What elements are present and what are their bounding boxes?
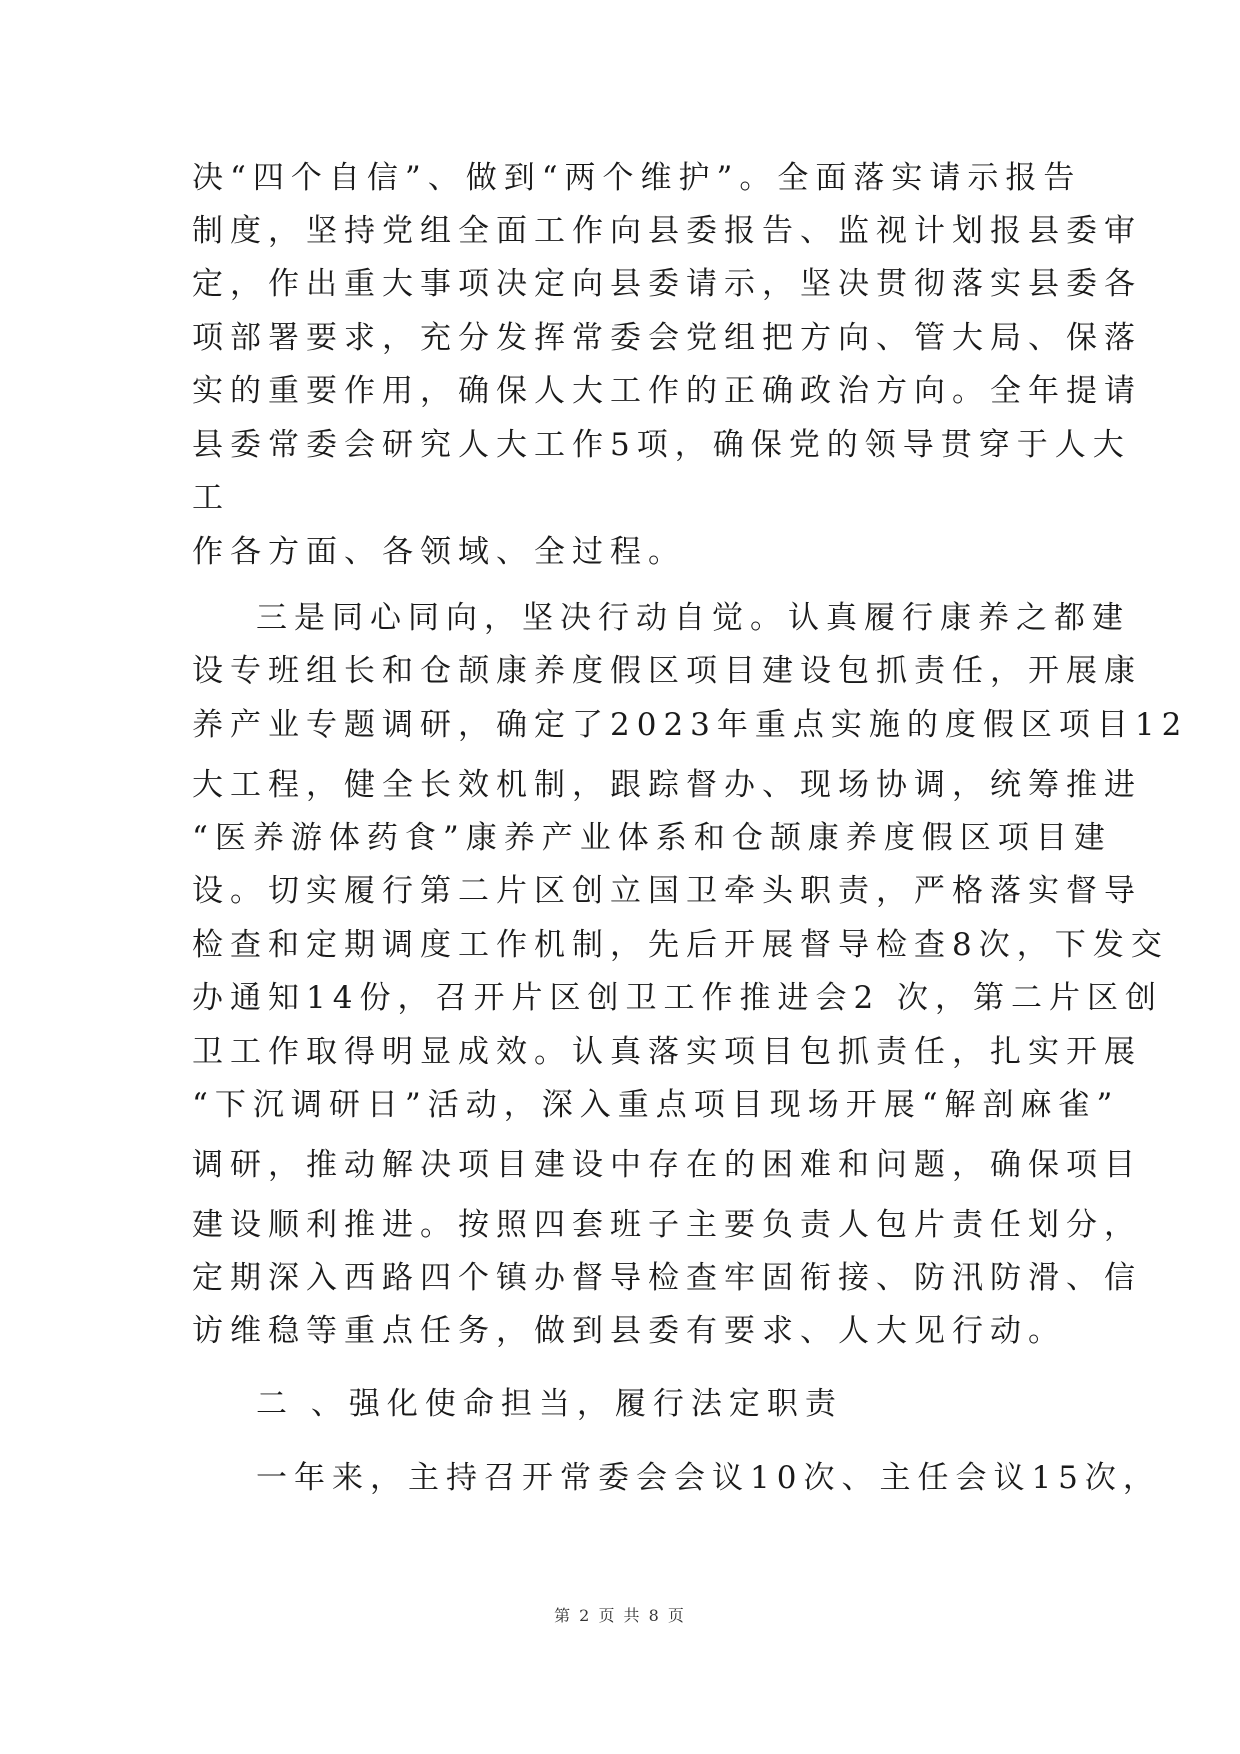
text-line: 大工程，健全长效机制，跟踪督办、现场协调，统筹推进	[192, 767, 1142, 803]
text-line: “医养游体药食”康养产业体系和仓颉康养度假区项目建	[192, 820, 1112, 856]
text-line: 县委常委会研究人大工作5项，确保党的领导贯穿于人大	[192, 427, 1131, 463]
text-line: 调研，推动解决项目建设中存在的困难和问题，确保项目	[192, 1147, 1142, 1183]
text-line: 设。切实履行第二片区创立国卫牵头职责，严格落实督导	[192, 873, 1142, 909]
text-line: 工	[192, 480, 230, 516]
text-line: 制度，坚持党组全面工作向县委报告、监视计划报县委审	[192, 213, 1142, 249]
text-line: 建设顺利推进。按照四套班子主要负责人包片责任划分，	[192, 1207, 1142, 1243]
text-line: 决“四个自信”、做到“两个维护”。全面落实请示报告	[192, 160, 1082, 196]
text-line: 实的重要作用，确保人大工作的正确政治方向。全年提请	[192, 373, 1142, 409]
section-heading: 二 、强化使命担当，履行法定职责	[256, 1386, 843, 1422]
text-line: 养产业专题调研，确定了2023年重点实施的度假区项目12	[192, 707, 1189, 743]
text-line: 设专班组长和仓颉康养度假区项目建设包抓责任，开展康	[192, 653, 1142, 689]
text-line: 定，作出重大事项决定向县委请示，坚决贯彻落实县委各	[192, 266, 1142, 302]
text-line: 检查和定期调度工作机制，先后开展督导检查8次，下发交	[192, 927, 1169, 963]
text-line: “下沉调研日”活动，深入重点项目现场开展“解剖麻雀”	[192, 1087, 1120, 1123]
page-number: 第 2 页 共 8 页	[554, 1606, 686, 1625]
text-line: 访维稳等重点任务，做到县委有要求、人大见行动。	[192, 1313, 1066, 1349]
paragraph-first-line: 一年来，主持召开常委会会议10次、主任会议15次，	[256, 1460, 1161, 1496]
paragraph-first-line: 三是同心同向，坚决行动自觉。认真履行康养之都建	[256, 600, 1130, 636]
text-line: 卫工作取得明显成效。认真落实项目包抓责任，扎实开展	[192, 1034, 1142, 1070]
text-line: 作各方面、各领域、全过程。	[192, 534, 686, 570]
text-line: 定期深入西路四个镇办督导检查牢固衔接、防汛防滑、信	[192, 1260, 1142, 1296]
text-line: 项部署要求，充分发挥常委会党组把方向、管大局、保落	[192, 320, 1142, 356]
text-line: 办通知14份，召开片区创卫工作推进会2 次，第二片区创	[192, 980, 1164, 1016]
